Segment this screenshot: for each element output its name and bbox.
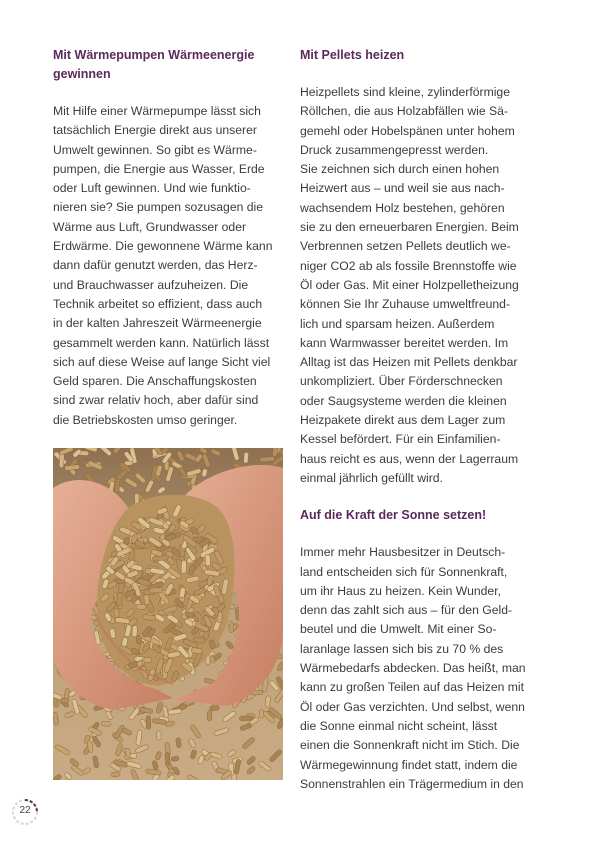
paragraph-line: Verbrennen setzen Pellets deutlich we- <box>300 239 511 254</box>
paragraph-line: oder Luft gewinnen. Und wie funktio- <box>53 181 251 196</box>
paragraph-line: wachsendem Holz bestehen, gehören <box>300 200 505 215</box>
paragraph-line: und Brauchwasser aufzuheizen. Die <box>53 277 249 292</box>
paragraph-line: sie zu den erneuerbaren Energien. Beim <box>300 220 519 235</box>
paragraph-line: oder Saugsysteme werden die kleinen <box>300 393 507 408</box>
paragraph-line: Röllchen, die aus Holzabfällen wie Sä- <box>300 104 508 119</box>
paragraph-line: laranlage lassen sich bis zu 70 % des <box>300 641 504 656</box>
right-column <box>300 46 530 794</box>
paragraph-line: nieren sie? Sie pumpen sozusagen die <box>53 200 264 215</box>
paragraph-line: Erdwärme. Die gewonnene Wärme kann <box>53 239 273 254</box>
heat-pumps-paragraph <box>53 102 285 430</box>
paragraph-line: pumpen, die Energie aus Wasser, Erde <box>53 161 265 176</box>
paragraph-line: sich auf diese Weise auf lange Sicht viel <box>53 354 271 369</box>
paragraph-line: kann zu großen Teilen auf das Heizen mit <box>300 680 525 695</box>
pellets-in-hands-image <box>53 448 283 780</box>
heading-heat-pumps <box>53 46 285 84</box>
heading-pellets: Mit Pellets heizen <box>300 48 405 62</box>
paragraph-line: einen die Sonnenkraft nicht im Stich. Die <box>300 738 520 753</box>
paragraph-line: Sonnenstrahlen ein Trägermedium in den <box>300 776 524 791</box>
paragraph-line: Wärmegewinnung findet statt, indem die <box>300 757 518 772</box>
page-number-badge <box>10 797 40 827</box>
paragraph-line: gemehl oder Hobelspänen unter hohem <box>300 123 515 138</box>
paragraph-line: können Sie Ihr Zuhause umweltfreund- <box>300 297 511 312</box>
paragraph-line: beutel und die Umwelt. Mit einer So- <box>300 622 497 637</box>
paragraph-line: Wärmebedarfs abdecken. Das heißt, man <box>300 661 526 676</box>
paragraph-line: Immer mehr Hausbesitzer in Deutsch- <box>300 545 506 560</box>
paragraph-line: niger CO2 ab als fossile Brennstoffe wie <box>300 258 517 273</box>
paragraph-line: in der kalten Jahreszeit Wärmeenergie <box>53 316 262 331</box>
paragraph-line: Heizpakete direkt aus dem Lager zum <box>300 413 506 428</box>
paragraph-line: Geld sparen. Die Anschaffungskosten <box>53 374 257 389</box>
left-column <box>53 46 285 430</box>
paragraph-line: haus reicht es aus, wenn der Lagerraum <box>300 451 519 466</box>
paragraph-line: Heizwert aus – und weil sie aus nach- <box>300 181 505 196</box>
paragraph-line: Umwelt gewinnen. So gibt es Wärme- <box>53 142 257 157</box>
paragraph-line: Kessel befördert. Für ein Einfamilien- <box>300 432 501 447</box>
paragraph-line: lich und sparsam heizen. Außerdem <box>300 316 495 331</box>
pellets-paragraph <box>300 83 530 488</box>
solar-paragraph <box>300 543 530 794</box>
paragraph-line: tatsächlich Energie direkt aus unserer <box>53 123 257 138</box>
paragraph-line: kann Warmwasser bereitet werden. Im <box>300 335 509 350</box>
paragraph-line: Mit Hilfe einer Wärmepumpe lässt sich <box>53 104 261 118</box>
paragraph-line: die Betriebskosten umso geringer. <box>53 412 238 427</box>
wood-pellets-photo <box>53 448 283 780</box>
paragraph-line: gesammelt werden kann. Natürlich lässt <box>53 335 270 350</box>
paragraph-line: Öl oder Gas. Mit einer Holzpelletheizung <box>300 277 519 292</box>
heading-line: gewinnen <box>53 67 111 81</box>
paragraph-line: denn das zahlt sich aus – für den Geld- <box>300 603 513 618</box>
paragraph-line: dann dafür genutzt werden, das Herz- <box>53 258 258 273</box>
heading-solar: Auf die Kraft der Sonne setzen! <box>300 508 487 523</box>
paragraph-line: Druck zusammengepresst werden. <box>300 142 489 157</box>
paragraph-line: um ihr Haus zu heizen. Kein Wunder, <box>300 583 501 598</box>
paragraph-line: sind zwar relativ hoch, aber dafür sind <box>53 393 259 408</box>
paragraph-line: einmal jährlich gefüllt wird. <box>300 470 443 485</box>
paragraph-line: Alltag ist das Heizen mit Pellets denkbar <box>300 355 518 370</box>
paragraph-line: Wärme aus Luft, Grundwasser oder <box>53 219 247 234</box>
paragraph-line: Sie zeichnen sich durch einen hohen <box>300 162 500 177</box>
heading-line: Mit Wärmepumpen Wärmeenergie <box>53 48 255 62</box>
paragraph-line: Heizpellets sind kleine, zylinderförmige <box>300 85 510 99</box>
paragraph-line: Technik arbeitet so effizient, dass auch <box>53 296 263 311</box>
paragraph-line: Öl oder Gas verzichten. Und selbst, wenn <box>300 699 525 714</box>
page-number: 22 <box>19 805 31 816</box>
paragraph-line: unkompliziert. Über Förderschnecken <box>300 374 503 389</box>
paragraph-line: land entscheiden sich für Sonnenkraft, <box>300 564 508 579</box>
paragraph-line: die Sonne einmal nicht scheint, lässt <box>300 718 498 733</box>
